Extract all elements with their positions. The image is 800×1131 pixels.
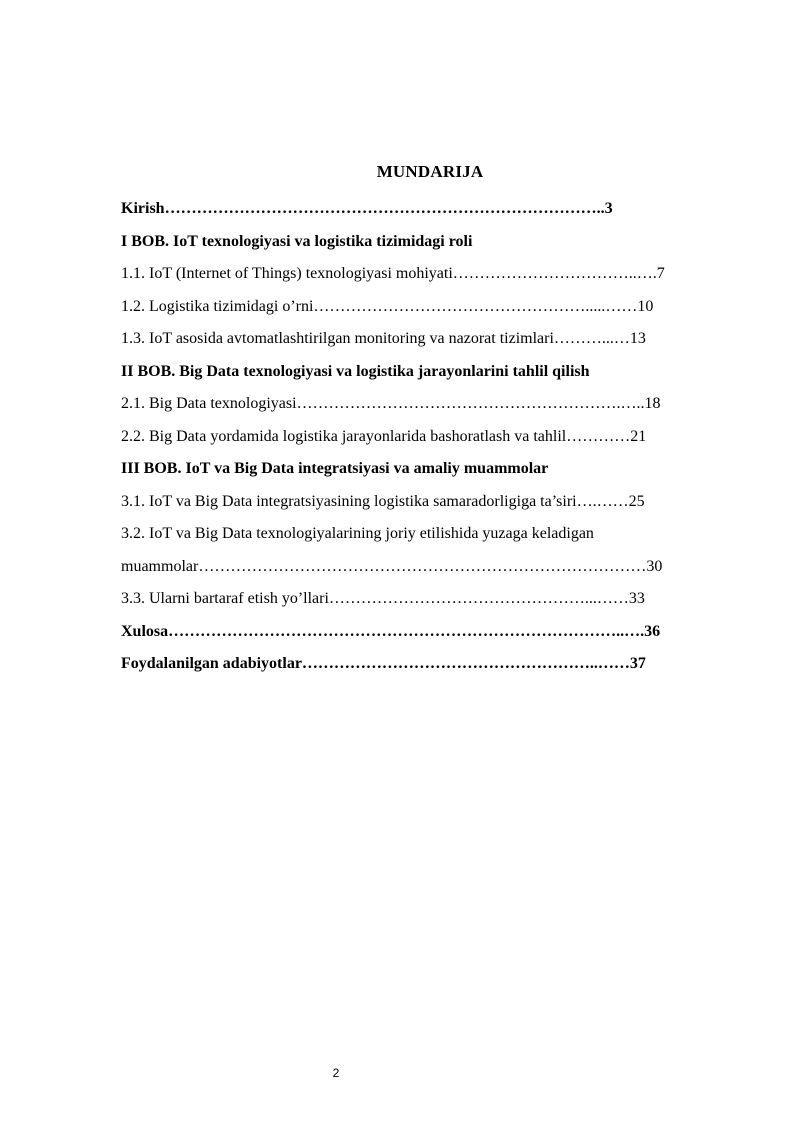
toc-chapter-2: II BOB. Big Data texnologiyasi va logistika jarayonlarini tahlil qilish — [121, 362, 590, 380]
toc-entry-3-1: 3.1. IoT va Big Data integratsiyasining logistika samaradorligiga ta’siri….……25 — [121, 492, 645, 510]
toc-entry-kirish: Kirish………………………………………………………………………..3 — [121, 200, 613, 217]
toc-chapter-1: I BOB. IoT texnologiyasi va logistika tizimidagi roli — [121, 232, 473, 250]
toc-entry-1-2: 1.2. Logistika tizimidagi o’rni…………………………………………….....……10 — [121, 297, 654, 315]
page-number: 2 — [332, 1066, 340, 1080]
toc-entry-xulosa: Xulosa…………………………………………………………………………..….36 — [121, 622, 661, 640]
toc-entry-2-1: 2.1. Big Data texnologiyasi…………………………………………………….…..18 — [121, 395, 661, 412]
toc-entry-1-3: 1.3. IoT asosida avtomatlashtirilgan monitoring va nazorat tizimlari………...…13 — [121, 330, 646, 347]
toc-title: MUNDARIJA — [376, 162, 484, 181]
table-of-contents — [121, 193, 738, 681]
toc-entry-3-2-line-2: muammolar…………………………………………………………………………30 — [121, 557, 663, 575]
toc-chapter-3: III BOB. IoT va Big Data integratsiyasi va amaliy muammolar — [121, 460, 549, 477]
toc-entry-3-2-line-1: 3.2. IoT va Big Data texnologiyalarining joriy etilishida yuzaga keladigan — [121, 525, 594, 542]
toc-entry-2-2: 2.2. Big Data yordamida logistika jarayonlarida bashoratlash va tahlil…………21 — [121, 427, 647, 445]
toc-entry-adabiyotlar: Foydalanilgan adabiyotlar………………………………………………..……37 — [121, 655, 646, 672]
toc-entry-1-1: 1.1. IoT (Internet of Things) texnologiyasi mohiyati……………………………..….7 — [121, 265, 665, 282]
toc-entry-3-3: 3.3. Ularni bartaraf etish yo’llari…………………………………………...……33 — [121, 590, 645, 607]
